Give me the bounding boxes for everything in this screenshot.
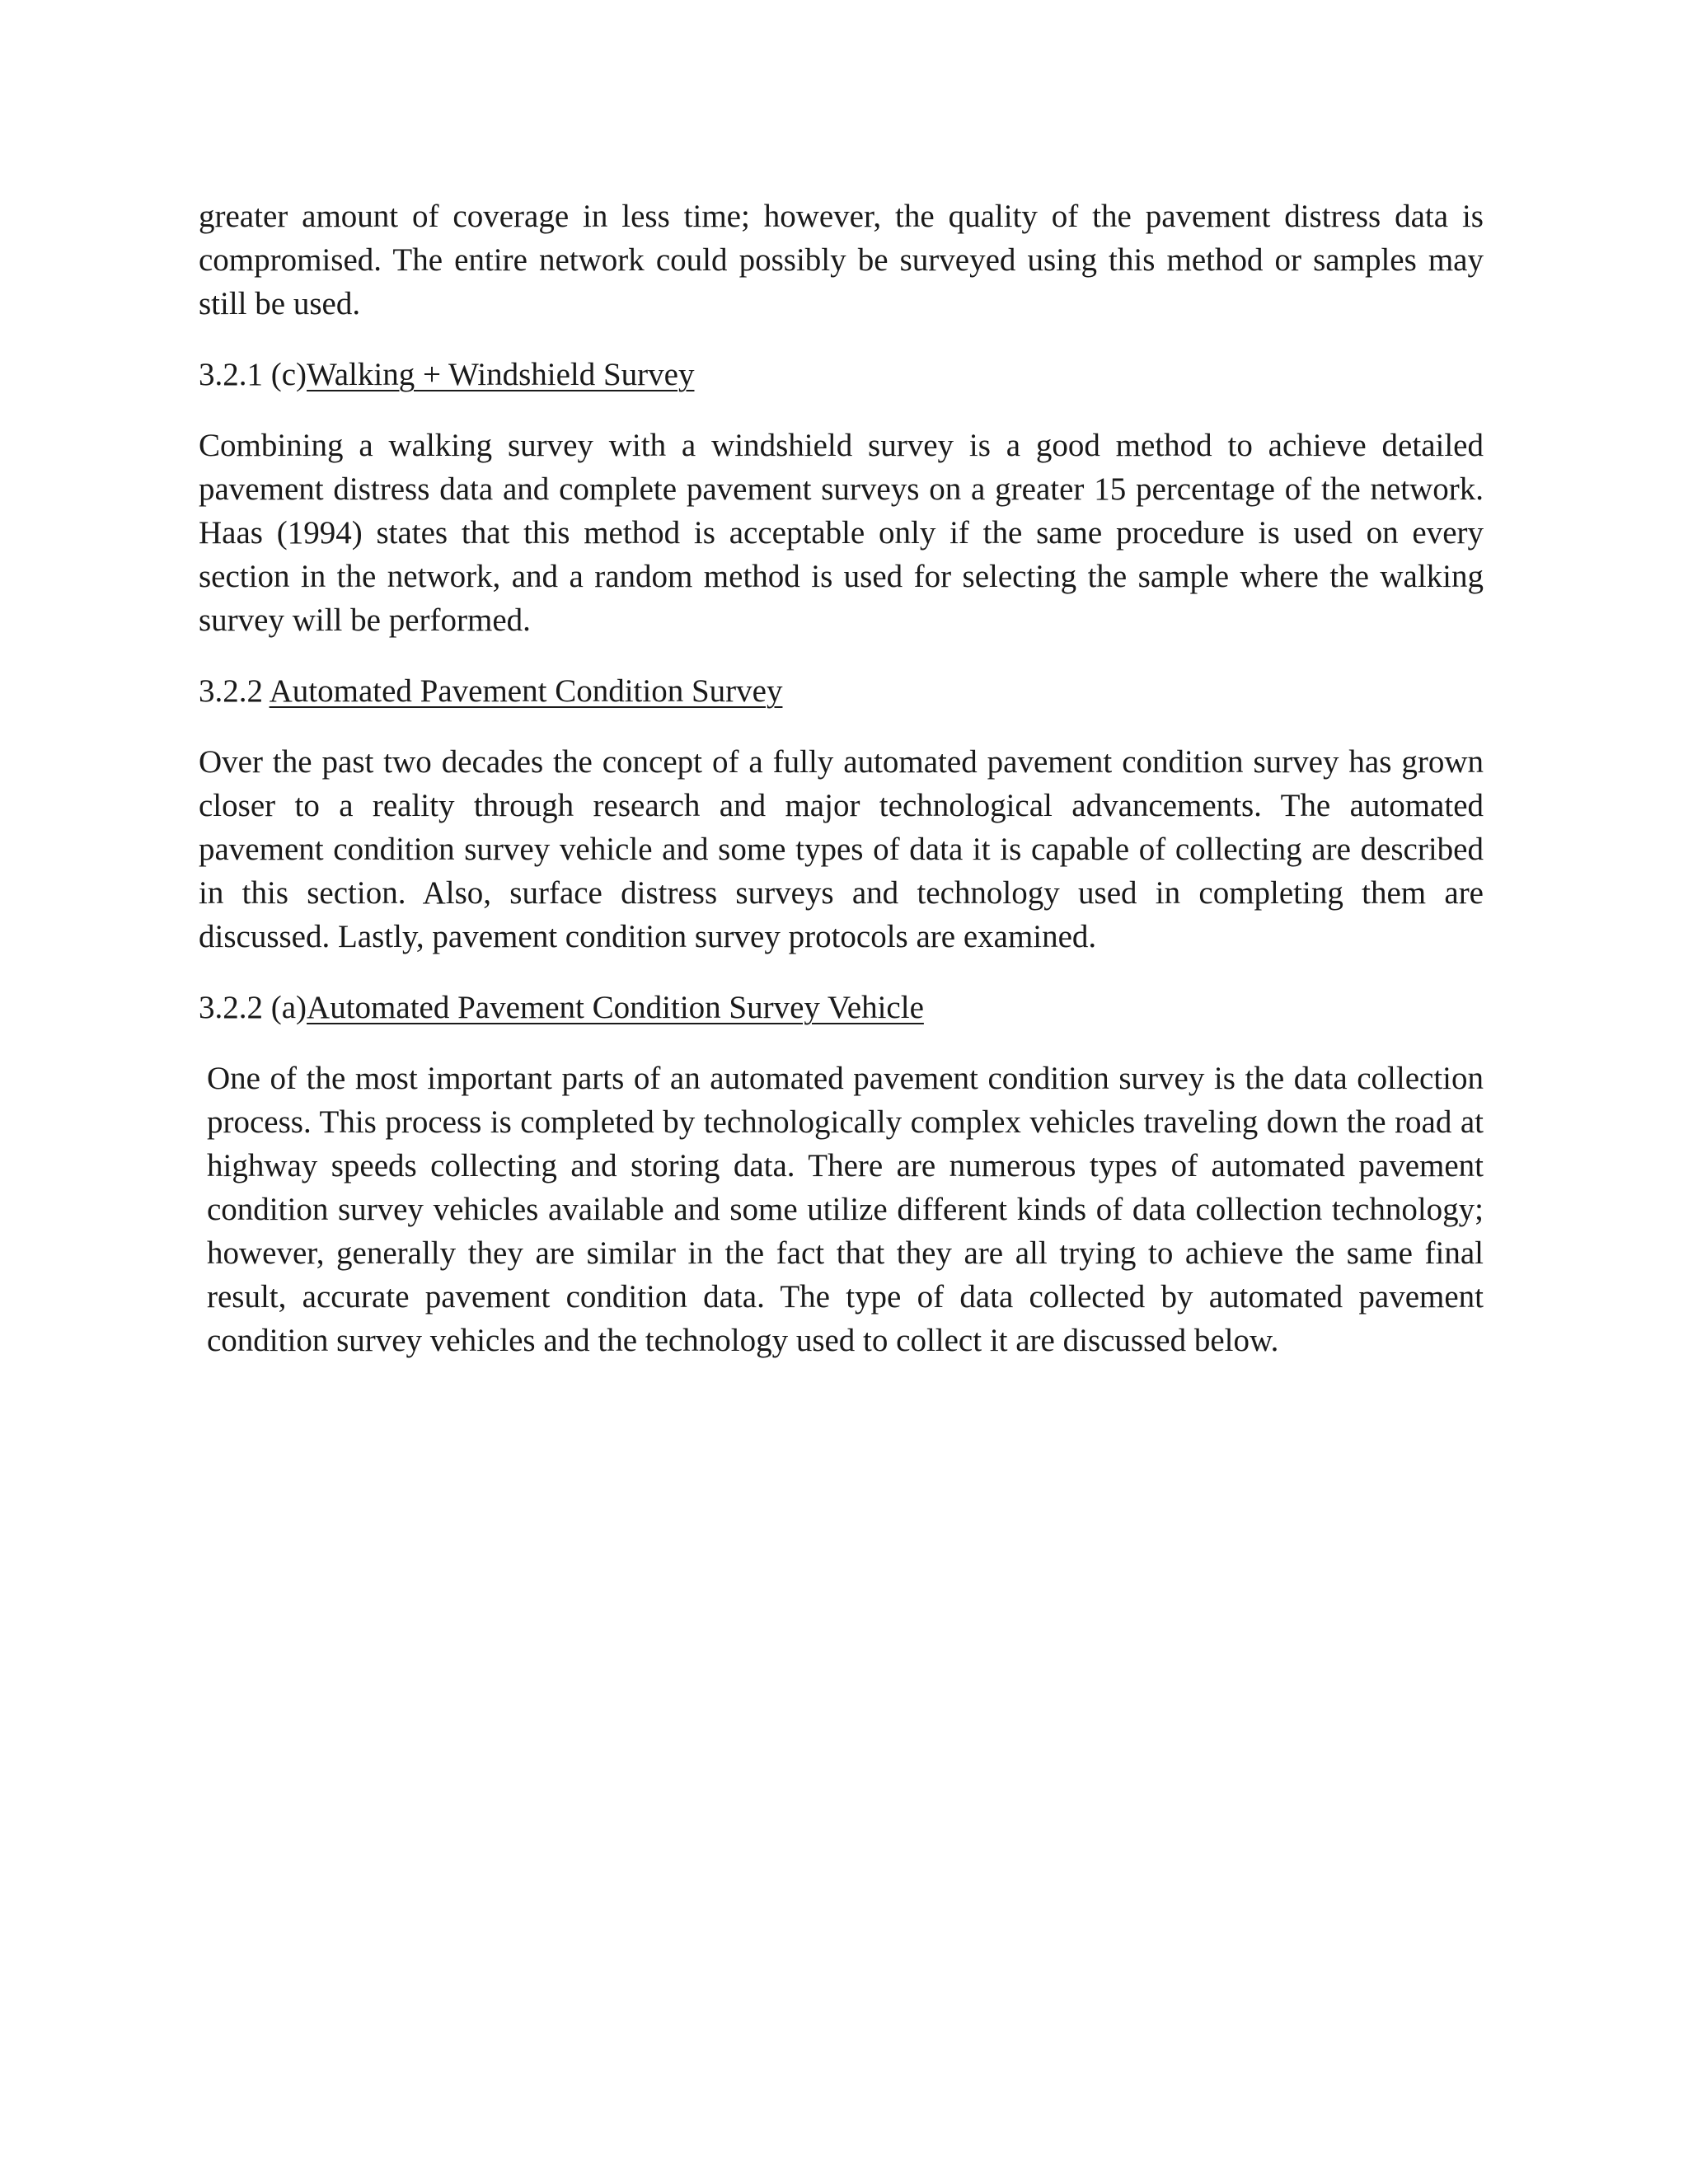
paragraph-automated-survey-overview: Over the past two decades the concept of a fully automated pavement condition survey has grown closer to a reality through research and major technological advancements. The automated pavement condition survey vehicle and some types of data it is capable of collecting are described in this section. Also, surface distress surveys and technology used in completing them are discussed. Lastly, pavement condition survey protocols are examined.	[199, 744, 1484, 954]
section-title: Walking + Windshield Survey	[307, 357, 695, 392]
heading-walking-windshield-survey	[199, 353, 1484, 396]
paragraph-coverage: greater amount of coverage in less time; however, the quality of the pavement distress data is compromised. The entire network could possibly be surveyed using this method or samples may still be used.	[199, 199, 1484, 321]
section-number: 3.2.2	[199, 673, 270, 709]
page-content	[199, 194, 1484, 1390]
heading-automated-pavement-condition-survey	[199, 669, 1484, 713]
paragraph-data-collection-process: One of the most important parts of an automated pavement condition survey is the data collection process. This process is completed by technologically complex vehicles traveling down the road at highway speeds collecting and storing data. There are numerous types of automated pavement condition survey vehicles available and some utilize different kinds of data collection technology; however, generally they are similar in the fact that they are all trying to achieve the same final result, accurate pavement condition data. The type of data collected by automated pavement condition survey vehicles and the technology used to collect it are discussed below.	[207, 1061, 1484, 1358]
section-title: Automated Pavement Condition Survey	[269, 673, 783, 709]
section-title: Automated Pavement Condition Survey Vehicle	[307, 990, 924, 1025]
heading-automated-survey-vehicle	[199, 986, 1484, 1029]
section-number: 3.2.2 (a)	[199, 990, 307, 1025]
section-number: 3.2.1 (c)	[199, 357, 307, 392]
paragraph-combining-surveys: Combining a walking survey with a windshield survey is a good method to achieve detailed pavement distress data and complete pavement surveys on a greater 15 percentage of the network. Haas (1994) states that this method is acceptable only if the same procedure is used on every section in the network, and a random method is used for selecting the sample where the walking survey will be performed.	[199, 428, 1484, 638]
